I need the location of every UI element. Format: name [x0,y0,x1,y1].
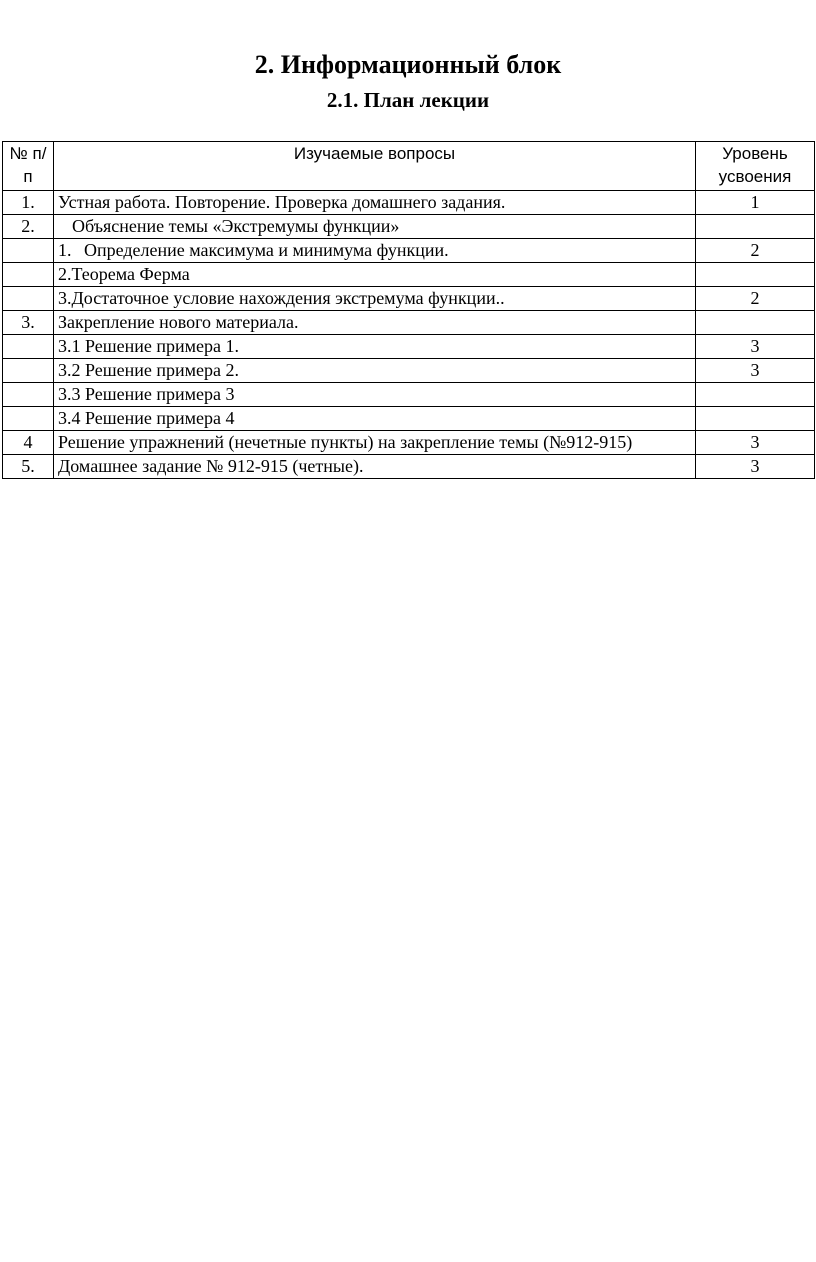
row-level: 3 [696,455,815,479]
table-row [3,263,815,287]
header-num: № п/п [3,142,54,191]
row-level [696,383,815,407]
row-num [3,263,54,287]
row-num [3,407,54,431]
row-text: 3.Достаточное условие нахождения экстремума функции.. [54,287,696,311]
table-row [3,407,815,431]
row-text: 3.3 Решение примера 3 [54,383,696,407]
row-num [3,359,54,383]
table-row [3,455,815,479]
row-text: Закрепление нового материала. [54,311,696,335]
row-text [54,239,696,263]
row-text: Устная работа. Повторение. Проверка домашнего задания. [54,191,696,215]
row-num: 4 [3,431,54,455]
row-text: Объяснение темы «Экстремумы функции» [54,215,696,239]
row-level [696,215,815,239]
row-num [3,287,54,311]
table-row [3,383,815,407]
row-text: 2.Теорема Ферма [54,263,696,287]
header-questions: Изучаемые вопросы [54,142,696,191]
list-marker: 1. [58,240,72,260]
row-text: Домашнее задание № 912-915 (четные). [54,455,696,479]
section-title: 2. Информационный блок [254,50,562,79]
row-text-content: Определение максимума и минимума функции. [84,240,449,260]
table-row [3,239,815,263]
row-level [696,263,815,287]
table-row [3,287,815,311]
row-text: Решение упражнений (нечетные пункты) на закрепление темы (№912-915) [54,431,696,455]
row-level [696,311,815,335]
row-level: 3 [696,431,815,455]
row-level: 2 [696,239,815,263]
row-text: 3.2 Решение примера 2. [54,359,696,383]
row-num: 1. [3,191,54,215]
lecture-plan-table [2,141,815,479]
row-level: 3 [696,359,815,383]
row-text: 3.1 Решение примера 1. [54,335,696,359]
row-level: 3 [696,335,815,359]
row-num [3,383,54,407]
row-level [696,407,815,431]
row-num: 3. [3,311,54,335]
row-level: 2 [696,287,815,311]
table-row [3,191,815,215]
row-level: 1 [696,191,815,215]
table-header-row [3,142,815,191]
row-num: 2. [3,215,54,239]
table-row [3,311,815,335]
section-subtitle: 2.1. План лекции [326,88,490,112]
row-num: 5. [3,455,54,479]
table-row [3,359,815,383]
row-num [3,239,54,263]
table-row [3,215,815,239]
row-num [3,335,54,359]
table-row [3,335,815,359]
table-row [3,431,815,455]
header-level: Уровень усвоения [696,142,815,191]
row-text: 3.4 Решение примера 4 [54,407,696,431]
